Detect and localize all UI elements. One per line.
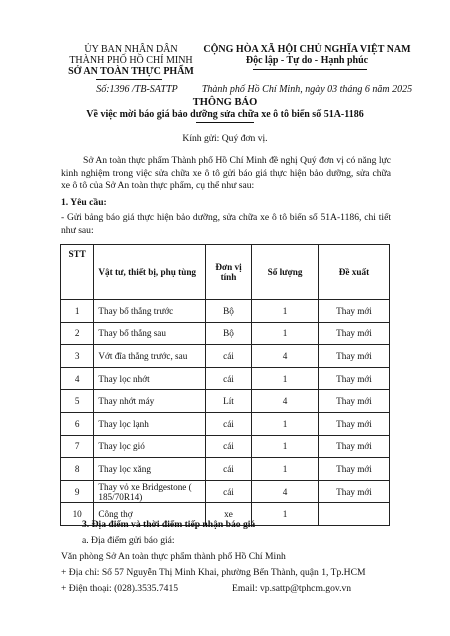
section-3-sub-a: a. Địa điểm gửi báo giá: (82, 535, 175, 546)
row-quantity: 1 (252, 435, 319, 458)
national-title: CỘNG HÒA XÃ HỘI CHỦ NGHĨA VIỆT NAM (203, 44, 411, 55)
row-unit: cái (205, 458, 251, 481)
row-unit: cái (205, 480, 251, 503)
table-header-row (61, 245, 390, 300)
salutation: Kính gửi: Quý đơn vị. (182, 133, 268, 144)
header-proposal: Đề xuất (318, 245, 389, 300)
row-unit: Lít (205, 390, 251, 413)
row-stt: 6 (61, 412, 94, 435)
row-item-name: Thay lọc lạnh (94, 412, 206, 435)
table-row (61, 480, 390, 503)
section-1-heading: 1. Yêu cầu: (61, 197, 107, 208)
agency-name: SỞ AN TOÀN THỰC PHẨM (68, 66, 194, 77)
row-stt: 1 (61, 300, 94, 323)
row-stt: 4 (61, 367, 94, 390)
row-unit: xe (205, 503, 251, 526)
row-proposal: Thay mới (318, 458, 389, 481)
row-proposal: Thay mới (318, 367, 389, 390)
table-row (61, 300, 390, 323)
header-stt: STT (61, 245, 94, 300)
office-name: Văn phòng Sở An toàn thực phẩm thành phố Hồ Chí Minh (61, 551, 286, 562)
row-proposal: Thay mới (318, 480, 389, 503)
row-quantity: 1 (252, 412, 319, 435)
row-quantity: 1 (252, 503, 319, 526)
national-header (196, 44, 418, 66)
table-row (61, 435, 390, 458)
row-proposal: Thay mới (318, 345, 389, 368)
national-motto: Độc lập - Tự do - Hạnh phúc (245, 55, 369, 66)
row-quantity: 4 (252, 390, 319, 413)
date-line: Thành phố Hồ Chí Minh, ngày 03 tháng 6 năm 2025 (201, 84, 413, 95)
section-3-heading: 3. Địa điểm và thời điểm tiếp nhận báo giá (82, 519, 256, 530)
row-item-name: Thay nhớt máy (94, 390, 206, 413)
row-item-name: Vớt đĩa thắng trước, sau (94, 345, 206, 368)
row-item-name: Thay lọc gió (94, 435, 206, 458)
row-proposal: Thay mới (318, 435, 389, 458)
row-item-name: Công thợ (94, 503, 206, 526)
header-quantity: Số lượng (252, 245, 319, 300)
row-unit: cái (205, 345, 251, 368)
table-row (61, 367, 390, 390)
agency-line-2: THÀNH PHỐ HỒ CHÍ MINH (69, 55, 193, 66)
row-stt: 2 (61, 322, 94, 345)
items-table (60, 244, 390, 526)
row-stt: 5 (61, 390, 94, 413)
row-proposal: Thay mới (318, 322, 389, 345)
motto-underline (253, 69, 367, 70)
row-proposal: Thay mới (318, 390, 389, 413)
row-proposal: Thay mới (318, 300, 389, 323)
row-unit: cái (205, 367, 251, 390)
row-stt: 7 (61, 435, 94, 458)
document-subtitle: Về việc mời báo giá bảo dưỡng sửa chữa xe ô tô biển số 51A-1186 (86, 109, 364, 120)
table-row (61, 412, 390, 435)
row-stt: 3 (61, 345, 94, 368)
intro-paragraph: Sở An toàn thực phẩm Thành phố Hồ Chí Minh đề nghị Quý đơn vị có năng lực kinh nghiệm trong việc sửa chữa xe ô tô gửi báo giá thực hiện bảo dưỡng, sửa chữa xe ô tô của Sở An toàn thực phẩm, cụ thể như sau: (61, 155, 391, 192)
row-proposal: Thay mới (318, 412, 389, 435)
agency-header (46, 44, 216, 77)
row-item-name: Thay bố thắng trước (94, 300, 206, 323)
row-proposal (318, 503, 389, 526)
row-quantity: 4 (252, 480, 319, 503)
row-unit: cái (205, 435, 251, 458)
row-unit: Bộ (205, 322, 251, 345)
row-item-name: Thay vỏ xe Bridgestone ( 185/70R14) (94, 480, 206, 503)
document-title: THÔNG BÁO (192, 97, 258, 108)
header-unit: Đơn vị tính (205, 245, 251, 300)
agency-line-1: ỦY BAN NHÂN DÂN (84, 44, 178, 55)
section-1-text: - Gửi bảng báo giá thực hiện bảo dưỡng, sửa chữa xe ô tô biển số 51A-1186, chi tiết như sau: (61, 212, 391, 236)
row-item-name: Thay lọc nhớt (94, 367, 206, 390)
table-row (61, 345, 390, 368)
row-quantity: 1 (252, 367, 319, 390)
row-stt: 9 (61, 480, 94, 503)
row-quantity: 1 (252, 322, 319, 345)
row-unit: Bộ (205, 300, 251, 323)
office-address: + Địa chỉ: Số 57 Nguyễn Thị Minh Khai, phường Bến Thành, quận 1, Tp.HCM (61, 567, 366, 578)
row-stt: 10 (61, 503, 94, 526)
table-row (61, 458, 390, 481)
office-phone: + Điện thoại: (028).3535.7415 (61, 583, 179, 594)
title-underline (196, 122, 254, 123)
row-stt: 8 (61, 458, 94, 481)
row-unit: cái (205, 412, 251, 435)
agency-underline (96, 79, 162, 80)
table-row (61, 390, 390, 413)
header-item-name: Vật tư, thiết bị, phụ tùng (94, 245, 206, 300)
document-number: Số:1396 /TB-SATTP (96, 84, 178, 95)
row-quantity: 1 (252, 300, 319, 323)
office-email: Email: vp.sattp@tphcm.gov.vn (232, 583, 352, 594)
row-item-name: Thay lọc xăng (94, 458, 206, 481)
row-item-name: Thay bố thắng sau (94, 322, 206, 345)
table-row (61, 322, 390, 345)
row-quantity: 1 (252, 458, 319, 481)
row-quantity: 4 (252, 345, 319, 368)
